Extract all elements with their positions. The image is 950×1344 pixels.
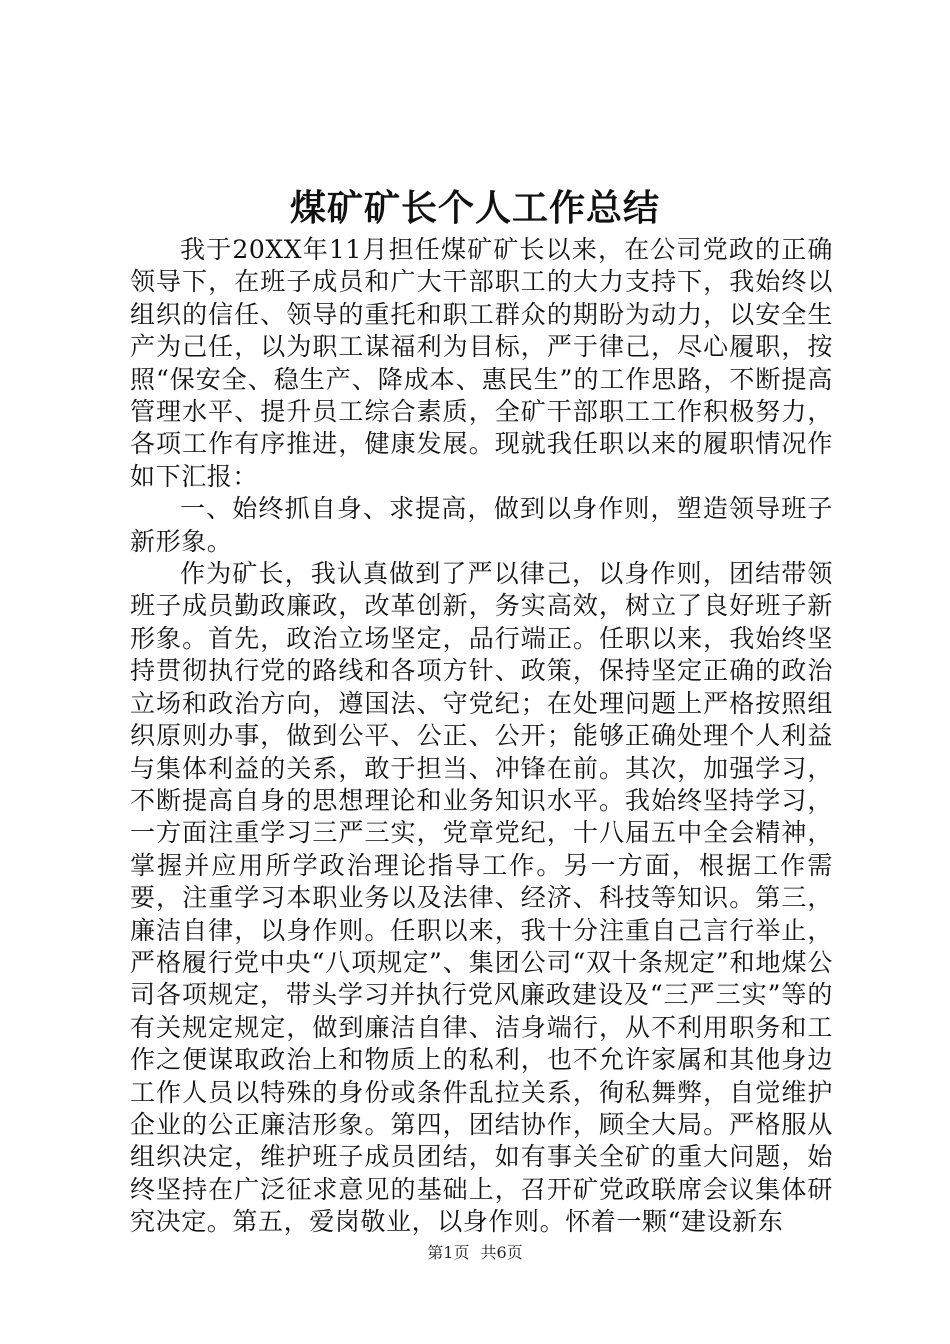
document-title: 煤矿矿长个人工作总结	[289, 187, 660, 229]
page-footer	[0, 1243, 950, 1263]
paragraph-section-heading: 一、始终抓自身、求提高，做到以身作则，塑造领导班子新形象。	[130, 494, 833, 556]
page-number: 第1页	[427, 1243, 470, 1262]
paragraph-intro: 我于20XX年11月担任煤矿矿长以来，在公司党政的正确领导下，在班子成员和广大干部职工的大力支持下，我始终以组织的信任、领导的重托和职工群众的期盼为动力，以安全生产为己任，以为职工谋福利为目标，严于律己，尽心履职，按照“保安全、稳生产、降成本、惠民生”的工作思路，不断提高管理水平、提升员工综合素质，全矿干部职工工作积极努力，各项工作有序推进，健康发展。现就我任职以来的履职情况作如下汇报：	[130, 235, 833, 491]
page-total: 共6页	[480, 1243, 523, 1262]
paragraph-section-body: 作为矿长，我认真做到了严以律己，以身作则，团结带领班子成员勤政廉政，改革创新，务实高效，树立了良好班子新形象。首先，政治立场坚定，品行端正。任职以来，我始终坚持贯彻执行党的路线和各项方针、政策，保持坚定正确的政治立场和政治方向，遵国法、守党纪；在处理问题上严格按照组织原则办事，做到公平、公正、公开；能够正确处理个人利益与集体利益的关系，敢于担当、冲锋在前。其次，加强学习，不断提高自身的思想理论和业务知识水平。我始终坚持学习，一方面注重学习三严三实，党章党纪，十八届五中全会精神，掌握并应用所学政治理论指导工作。另一方面，根据工作需要，注重学习本职业务以及法律、经济、科技等知识。第三，廉洁自律，以身作则。任职以来，我十分注重自己言行举止，严格履行党中央“八项规定”、集团公司“双十条规定”和地煤公司各项规定，带头学习并执行党风廉政建设及“三严三实”等的有关规定规定，做到廉洁自律、洁身端行，从不利用职务和工作之便谋取政治上和物质上的私利，也不允许家属和其他身边工作人员以特殊的身份或条件乱拉关系，徇私舞弊，自觉维护企业的公正廉洁形象。第四，团结协作，顾全大局。严格服从组织决定，维护班子成员团结，如有事关全矿的重大问题，始终坚持在广泛征求意见的基础上，召开矿党政联席会议集体研究决定。第五，爱岗敬业，以身作则。怀着一颗“建设新东	[130, 559, 833, 1237]
document-body	[130, 234, 833, 1239]
